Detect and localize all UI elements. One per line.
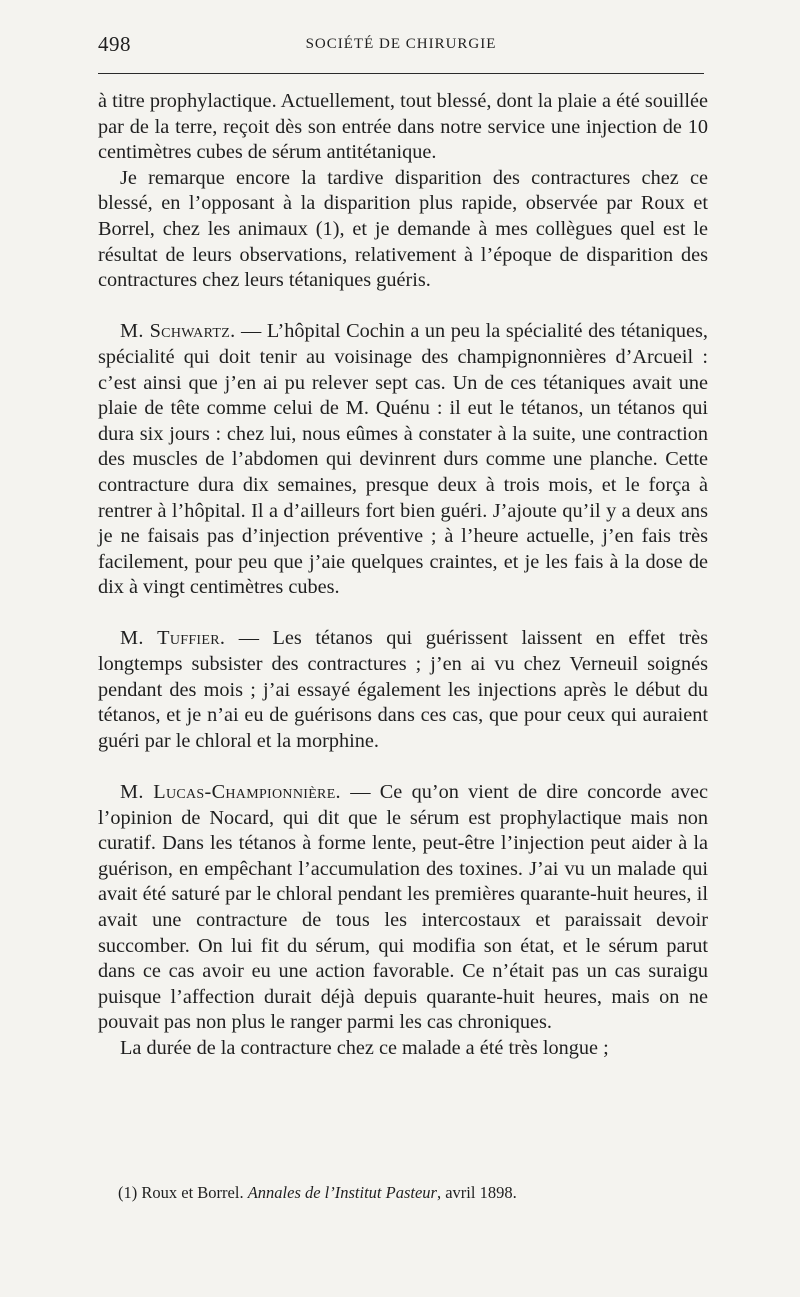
footnote-journal: Annales de l’Institut Pasteur bbox=[247, 1183, 437, 1202]
paragraph-continuation bbox=[98, 89, 708, 166]
speaker-name: M. Lucas-Championnière. bbox=[120, 781, 341, 804]
paragraph-text: — Ce qu’on vient de dire concorde avec l’opinion de Nocard, qui dit que le sérum est prophylactique mais non curatif. Dans les tétanos à forme lente, peut-être l’injection peut aider à la guérison, en empêchant l’accumulation des toxines. J’ai vu un malade qui avait été saturé par le chloral pendant les premières quarante-huit heures, il avait une contracture de tous les intercostaux et paraissait devoir succomber. On lui fit du sérum, qui modifia son état, et le sérum parut dans ce cas avoir eu une action favorable. Ce n’était pas un cas suraigu puisque l’affection durait déjà depuis quarante-huit heures, mais on ne pouvait pas non plus le ranger parmi les cas chroniques. bbox=[98, 781, 708, 1034]
page-number: 498 bbox=[98, 32, 131, 56]
paragraph-text: à titre prophylactique. Actuellement, tout blessé, dont la plaie a été souillée par de la terre, reçoit dès son entrée dans notre service une injection de 10 centimètres cubes de sérum antitétanique. bbox=[98, 90, 708, 164]
footnote-authors: Roux et Borrel. bbox=[141, 1183, 244, 1202]
paragraph-text: Je remarque encore la tardive disparition des contractures chez ce blessé, en l’opposant à la disparition plus rapide, observée par Roux et Borrel, chez les animaux (1), et je demande à mes collègues quel est le résultat de leurs observations, relativement à l’époque de disparition des contractures chez leurs tétaniques guéris. bbox=[98, 166, 708, 292]
paragraph-text: — L’hôpital Cochin a un peu la spécialité des tétaniques, spécialité qui doit tenir au voisinage des champignonnières d’Arcueil : c’est ainsi que j’en ai pu relever sept cas. Un de ces tétaniques avait une plaie de tête comme celui de M. Quénu : il eut le tétanos, un tétanos qui dura six jours : chez lui, nous eûmes à constater à la suite, une contraction des muscles de l’abdomen qui devinrent durs comme une planche. Cette contracture dura dix semaines, presque deux à trois mois, et le força à rentrer à l’hôpital. Il a d’ailleurs fort bien guéri. J’ajoute qu’il y a deux ans je ne faisais pas d’injection préventive ; à l’heure actuelle, j’en fais très facilement, pour peu que j’aie quelques craintes, et je les fais à la dose de dix à vingt centimètres cubes. bbox=[98, 320, 708, 599]
paragraph-duree bbox=[98, 1036, 708, 1062]
speaker-name: M. Tuffier. bbox=[120, 627, 226, 650]
footnote-date: , avril 1898. bbox=[436, 1183, 517, 1202]
paragraph-remarque bbox=[98, 166, 708, 294]
page-header bbox=[98, 32, 704, 62]
paragraph-lucas-championniere bbox=[98, 780, 708, 1036]
paragraph-text: — Les tétanos qui guérissent laissent en effet très longtemps subsister des contractures ; j’en ai vu chez Verneuil soignés pendant des mois ; j’ai essayé également les injections après le début du tétanos, et je n’ai eu de guérisons dans ces cas, que pour ceux qui auraient guéri par le chloral et la morphine. bbox=[98, 627, 708, 752]
speaker-name: M. Schwartz. bbox=[120, 320, 236, 343]
footnote-marker: (1) bbox=[118, 1183, 138, 1202]
running-head: SOCIÉTÉ DE CHIRURGIE bbox=[305, 36, 497, 52]
body-text bbox=[98, 89, 708, 1062]
paragraph-tuffier bbox=[98, 626, 708, 754]
paragraph-text: La durée de la contracture chez ce malade a été très longue ; bbox=[120, 1036, 609, 1059]
header-rule bbox=[98, 73, 704, 74]
footnote bbox=[118, 1183, 698, 1203]
paragraph-schwartz bbox=[98, 319, 708, 601]
